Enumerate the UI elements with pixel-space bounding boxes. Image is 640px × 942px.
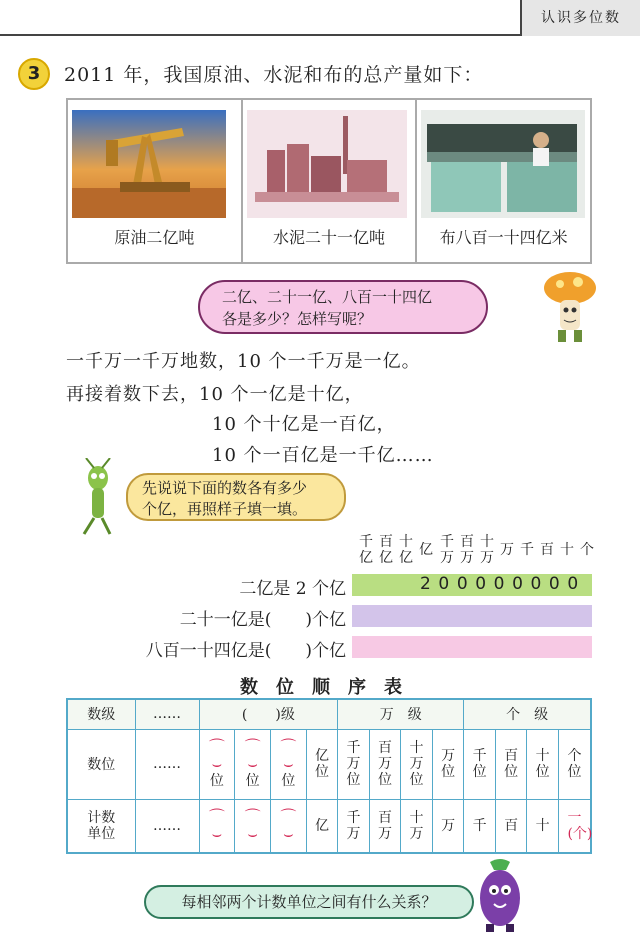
cell-level-yi: ( )级 [199, 699, 338, 729]
cell-unit-shiwan: 十万 [401, 799, 433, 853]
cell-unit-blank-3[interactable]: ⌒ ⌣ [271, 799, 307, 853]
cell-unit-label: 计数单位 [67, 799, 135, 853]
cell-level-ge: 个 级 [464, 699, 591, 729]
cell-unit-qian: 千 [464, 799, 496, 853]
digits-2yi: 200000000 [420, 574, 586, 594]
photo-cell-cloth [417, 100, 590, 262]
grasshopper-character-icon [66, 458, 126, 538]
place-header-shi: 十 [560, 542, 574, 558]
question-number-badge: 3 [18, 58, 50, 90]
cell-level-label: 数级 [67, 699, 135, 729]
cement-factory-image [247, 110, 412, 218]
cell-level-wan: 万 级 [338, 699, 464, 729]
row-label-2yi: 二亿是 2 个亿 [239, 579, 346, 599]
photo-cell-cement [243, 100, 418, 262]
caption-oil: 原油二亿吨 [114, 228, 195, 247]
cell-unit-baiwan: 百万 [369, 799, 401, 853]
photo-cell-oil [68, 100, 243, 262]
place-header-qian: 千 [520, 542, 534, 558]
paragraph-line-2: 再接着数下去，10 个一亿是十亿， [66, 384, 364, 405]
mushroom-character-icon [540, 268, 600, 348]
row-label-21yi: 二十一亿是( )个亿 [179, 610, 346, 630]
place-header-bai: 百 [540, 542, 554, 558]
photo-panel [66, 98, 592, 264]
cell-place-qian: 千位 [464, 729, 496, 799]
fill-bar-814yi[interactable] [352, 636, 592, 658]
row-label-814yi: 八百一十四亿是( )个亿 [145, 641, 346, 661]
cell-place-qianwan: 千万位 [338, 729, 370, 799]
caption-cloth: 布八百一十四亿米 [439, 228, 568, 247]
cell-place-blank-2[interactable]: ⌒ ⌣ 位 [235, 729, 271, 799]
cell-place-blank-1[interactable]: ⌒ ⌣ 位 [199, 729, 235, 799]
cell-place-shiwan: 十万位 [401, 729, 433, 799]
paragraph-line-4: 10 个一百亿是一千亿…… [212, 445, 434, 466]
chapter-title: 认识多位数 [520, 0, 640, 36]
place-header-wan: 万 [500, 542, 514, 558]
cell-unit-shi: 十 [527, 799, 559, 853]
cell-place-shi: 十位 [527, 729, 559, 799]
caption-cement: 水泥二十一亿吨 [273, 228, 386, 247]
cell-unit-bai: 百 [495, 799, 527, 853]
question-speech-bubble [198, 280, 488, 334]
cell-place-baiwan: 百万位 [369, 729, 401, 799]
cell-place-label: 数位 [67, 729, 135, 799]
cell-unit-wan: 万 [432, 799, 464, 853]
cell-unit-qianwan: 千万 [338, 799, 370, 853]
cell-place-ellipsis: …… [135, 729, 199, 799]
order-table-title: 数位顺序表 [240, 677, 420, 698]
cell-level-ellipsis: …… [135, 699, 199, 729]
cell-unit-ge: 一(个) [558, 799, 591, 853]
place-header-qianyi: 千亿 [359, 534, 373, 566]
place-header-ge: 个 [580, 542, 594, 558]
cell-place-wan: 万位 [432, 729, 464, 799]
cell-place-yi: 亿位 [306, 729, 338, 799]
oil-pump-image [72, 110, 237, 218]
place-header-baiwan: 百万 [460, 534, 474, 566]
fill-bar-21yi[interactable] [352, 605, 592, 627]
place-value-order-table [66, 698, 592, 854]
cell-place-bai: 百位 [495, 729, 527, 799]
cell-unit-blank-1[interactable]: ⌒ ⌣ [199, 799, 235, 853]
cell-place-blank-3[interactable]: ⌒ ⌣ 位 [271, 729, 307, 799]
relation-speech-bubble: 每相邻两个计数单位之间有什么关系？ [144, 885, 474, 919]
place-header-shiwan: 十万 [480, 534, 494, 566]
cell-unit-ellipsis: …… [135, 799, 199, 853]
place-header-yi: 亿 [419, 542, 433, 558]
cell-place-ge: 个位 [558, 729, 591, 799]
place-header-shiyi: 十亿 [399, 534, 413, 566]
instruction-line-2: 个亿，再照样子填一填。 [142, 500, 308, 518]
header-bar [0, 0, 640, 36]
bubble-line-1: 二亿、二十一亿、八百一十四亿 [222, 288, 433, 306]
instruction-speech-bubble [126, 473, 346, 521]
textile-loom-image [421, 110, 586, 218]
paragraph-line-1: 一千万一千万地数，10 个一千万是一亿。 [66, 351, 421, 372]
eggplant-character-icon [470, 856, 530, 934]
cell-unit-yi: 亿 [306, 799, 338, 853]
place-header-baiyi: 百亿 [379, 534, 393, 566]
bubble-line-2: 各是多少？怎样写呢？ [222, 310, 373, 328]
instruction-line-1: 先说说下面的数各有多少 [142, 479, 308, 497]
paragraph-line-3: 10 个十亿是一百亿， [212, 414, 396, 435]
place-header-qianwan: 千万 [440, 534, 454, 566]
cell-unit-blank-2[interactable]: ⌒ ⌣ [235, 799, 271, 853]
question-text: 2011 年，我国原油、水泥和布的总产量如下： [64, 64, 484, 86]
